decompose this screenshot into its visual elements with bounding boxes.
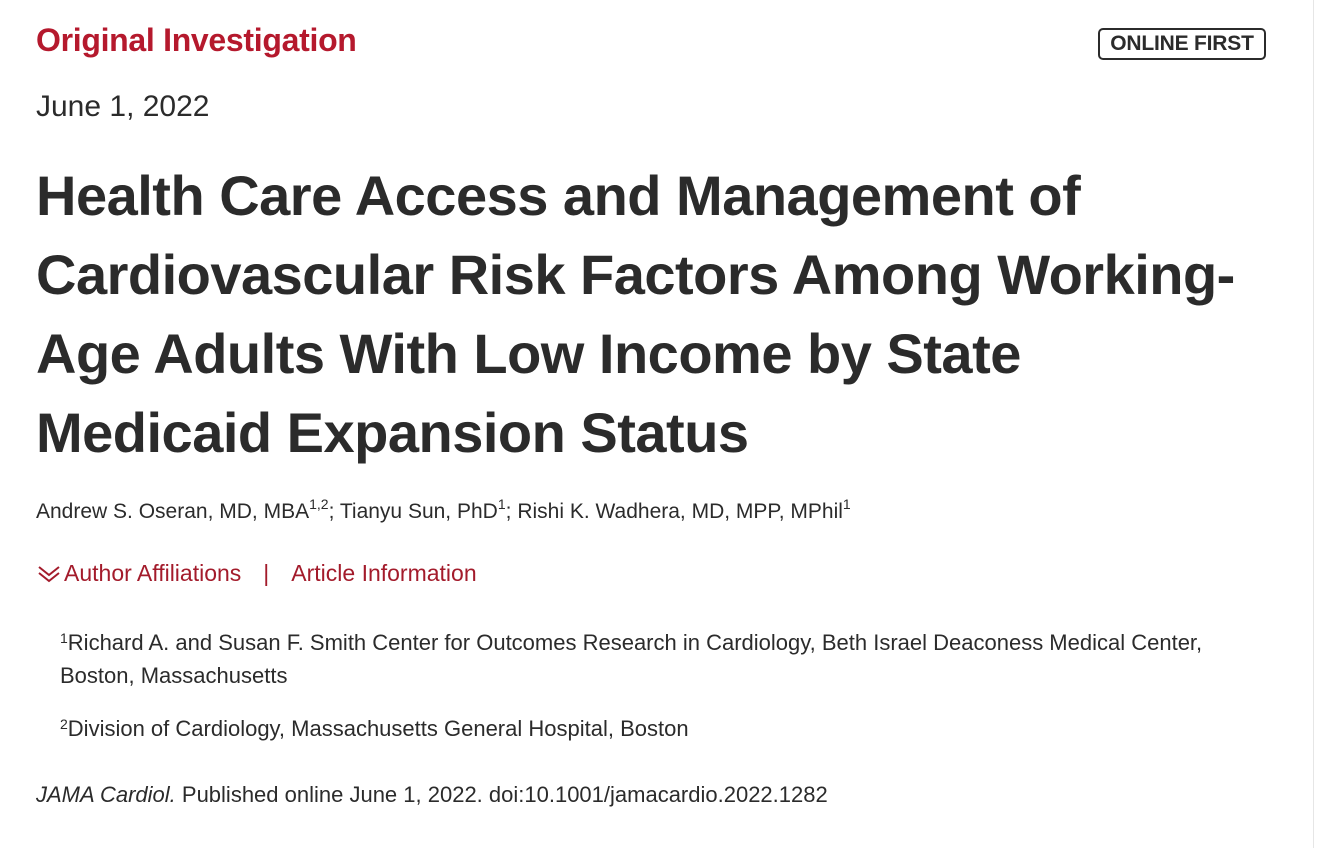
author-affiliation-marker: 1 [497,496,506,512]
author-affiliation-marker: 1,2 [309,496,329,512]
link-separator: | [263,560,270,586]
affiliation-number: 1 [60,630,68,646]
author-separator: ; [328,500,340,523]
affiliation-list [60,626,1270,765]
journal-abbreviation: JAMA Cardiol. [36,782,176,807]
chevron-double-down-icon[interactable] [36,565,62,583]
author-name[interactable]: Rishi K. Wadhera, MD, MPP, MPhil [517,500,843,523]
citation-details: Published online June 1, 2022. doi:10.1001/jamacardio.2022.1282 [175,782,828,807]
author-name[interactable]: Tianyu Sun, PhD [339,500,498,523]
author-list [36,496,851,524]
affiliation-number: 2 [60,716,68,732]
author-name[interactable]: Andrew S. Oseran, MD, MBA [36,500,310,523]
author-separator: ; [505,500,518,523]
affiliation-item [60,626,1270,692]
author-affiliations-link[interactable]: Author Affiliations [64,560,242,586]
citation [36,782,828,808]
affiliation-text: Richard A. and Susan F. Smith Center for Outcomes Research in Cardiology, Beth Israel Deaconess Medical Center, Boston, Massachusetts [60,630,1203,688]
article-information-link[interactable]: Article Information [291,560,477,586]
affiliation-item [60,712,1270,745]
publication-date: June 1, 2022 [36,90,210,123]
scrollbar-track[interactable] [1313,0,1322,848]
section-label[interactable]: Original Investigation [36,22,357,58]
article-title: Health Care Access and Management of Cardiovascular Risk Factors Among Working-Age Adults With Low Income by State Medicaid Expansion Status [36,164,1235,464]
author-affiliation-marker: 1 [842,496,851,512]
article-links [36,560,477,587]
affiliation-text: Division of Cardiology, Massachusetts General Hospital, Boston [67,716,689,741]
online-first-badge: ONLINE FIRST [1098,28,1266,60]
